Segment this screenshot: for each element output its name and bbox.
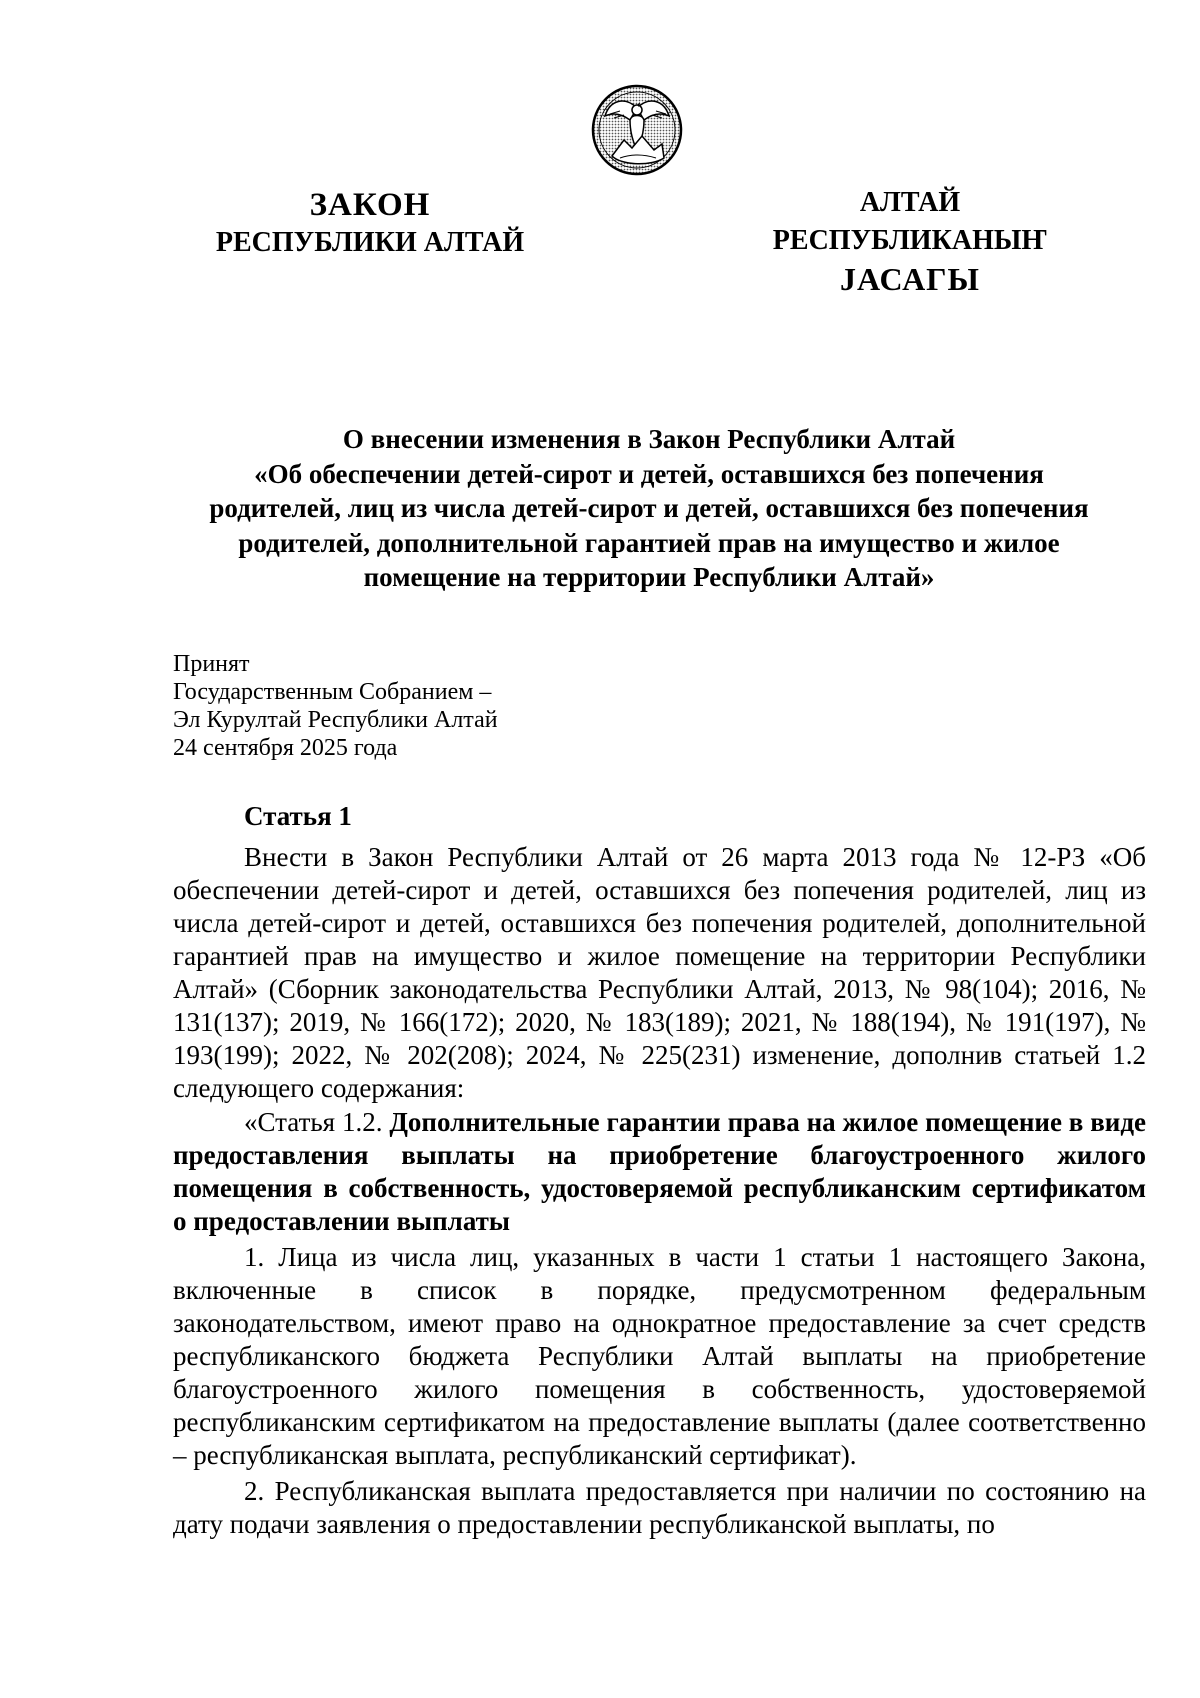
article-intro-paragraph: Внести в Закон Республики Алтай от 26 марта 2013 года № 12-РЗ «Об обеспечении детей-сирот и детей, оставшихся без попечения родителей, лиц из числа детей-сирот и детей, оставшихся без попечения родителей, дополнительной гарантией прав на имущество и жилое помещение на территории Республики Алтай» (Сборник законодательства Республики Алтай, 2013, № 98(104); 2016, № 131(137); 2019, № 166(172); 2020, № 183(189); 2021, № 188(194), № 191(197), № 193(199); 2022, № 202(208); 2024, № 225(231) изменение, дополнив статьей 1.2 следующего содержания: [173, 842, 1146, 1103]
adoption-line: Государственным Собранием – [173, 679, 492, 705]
title-line: помещение на территории Республики Алтай» [363, 562, 935, 592]
header-altai-law-word: JАСАГЫ [840, 261, 980, 297]
coat-of-arms-emblem [590, 78, 684, 182]
paragraph-1: 1. Лица из числа лиц, указанных в части 1 статьи 1 настоящего Закона, включенные в список в порядке, предусмотренном федеральным законодательством, имеют право на однократное предоставление за счет средств республиканского бюджета Республики Алтай выплаты на приобретение благоустроенного жилого помещения в собственность, удостоверяемой республиканским сертификатом на предоставление выплаты (далее соответственно – республиканская выплата, республиканский сертификат). [173, 1242, 1146, 1470]
title-line: «Об обеспечении детей-сирот и детей, оставшихся без попечения [254, 458, 1044, 489]
article-body [173, 800, 1146, 1541]
adoption-block [173, 650, 498, 762]
adoption-date: 24 сентября 2025 года [173, 735, 398, 761]
new-article-title: Дополнительные гарантии права на жилое помещение в виде предоставления выплаты на приобретение благоустроенного жилого помещения в собственность, удостоверяемой республиканским сертификатом о предоставлении выплаты [173, 1107, 1147, 1236]
emblem-icon [590, 78, 684, 182]
header-left-russian [210, 186, 530, 262]
title-line: родителей, дополнительной гарантией прав на имущество и жилое [238, 527, 1060, 558]
new-article-prefix: «Статья 1.2. [244, 1107, 390, 1137]
title-line: О внесении изменения в Закон Республики Алтай [342, 424, 956, 454]
new-article-heading-paragraph [173, 1106, 1146, 1238]
header-republic-name: РЕСПУБЛИКИ АЛТАЙ [215, 227, 525, 258]
title-line: родителей, лиц из числа детей-сирот и детей, оставшихся без попечения [209, 493, 1089, 523]
paragraph-2: 2. Республиканская выплата предоставляется при наличии по состоянию на дату подачи заявления о предоставлении республиканской выплаты, по [173, 1476, 1146, 1539]
article-heading: Статья 1 [244, 801, 352, 831]
adoption-line: Эл Курултай Республики Алтай [173, 707, 498, 733]
adoption-line: Принят [173, 651, 250, 677]
document-title [170, 422, 1128, 595]
header-altai-republic: АЛТАЙ РЕСПУБЛИКАНЫҤ [772, 187, 1048, 256]
header-right-altai [720, 184, 1100, 298]
header-law-word: ЗАКОН [309, 187, 431, 223]
